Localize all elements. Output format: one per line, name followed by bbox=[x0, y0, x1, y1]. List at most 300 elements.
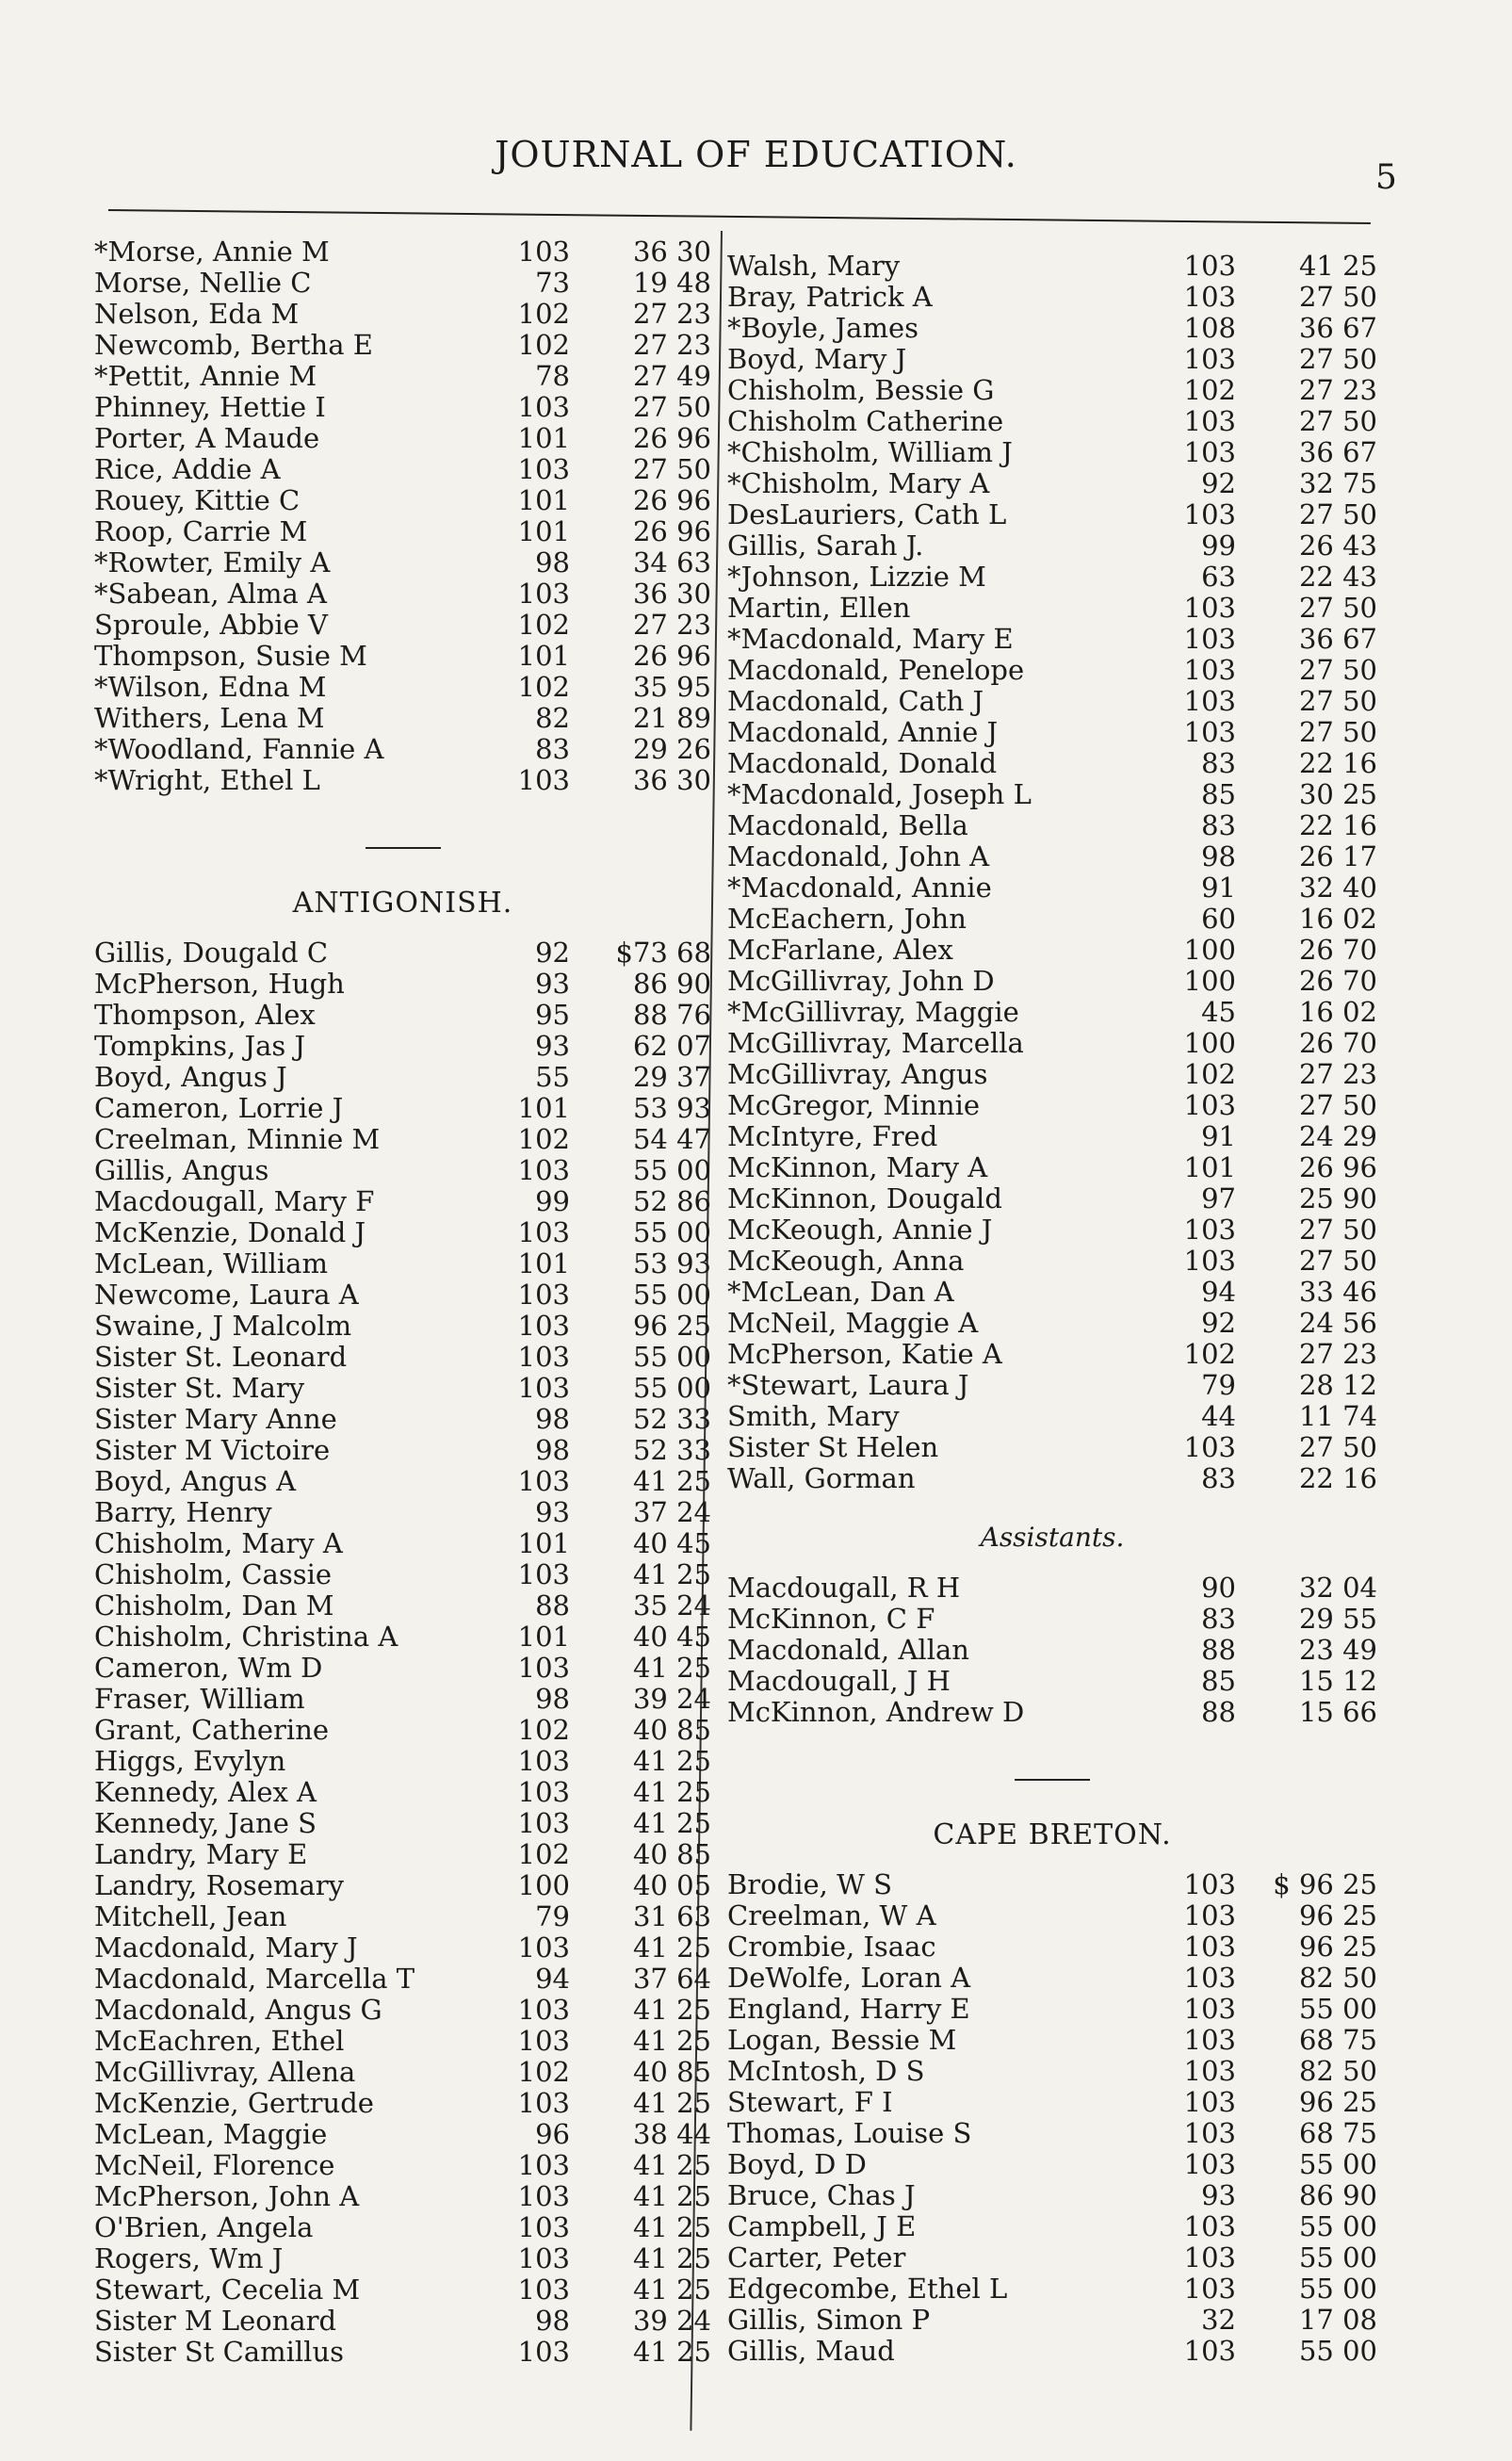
entry-amount: 40 85 bbox=[632, 1837, 711, 1870]
entry-amount: 55 00 bbox=[632, 1153, 711, 1186]
entry-amount: 28 12 bbox=[1298, 1368, 1377, 1401]
entry-days: 103 bbox=[517, 1744, 570, 1777]
entry-days: 103 bbox=[517, 1215, 570, 1248]
entry-days: 99 bbox=[535, 1184, 570, 1217]
entry-amount: 27 50 bbox=[1298, 684, 1377, 717]
entry-name: McLean, William bbox=[94, 1247, 328, 1279]
table-row bbox=[727, 1120, 1377, 1151]
table-row bbox=[94, 999, 711, 1030]
entry-amount: 36 30 bbox=[632, 577, 711, 610]
entry-name: DeWolfe, Loran A bbox=[727, 1961, 971, 1994]
entry-days: 83 bbox=[535, 732, 570, 765]
entry-amount: 27 23 bbox=[632, 297, 711, 330]
entry-amount: 16 02 bbox=[1298, 902, 1377, 935]
entry-days: 93 bbox=[535, 1495, 570, 1528]
entry-days: 85 bbox=[1201, 1664, 1236, 1697]
table-row bbox=[727, 1603, 1377, 1634]
entry-amount: 96 25 bbox=[1298, 1899, 1377, 1931]
entry-days: 103 bbox=[517, 1557, 570, 1590]
entry-name: DesLauriers, Cath L bbox=[727, 497, 1007, 530]
entry-days: 103 bbox=[517, 763, 570, 796]
table-row bbox=[727, 1431, 1377, 1462]
entry-amount: 52 33 bbox=[632, 1433, 711, 1466]
table-row bbox=[727, 778, 1377, 809]
entry-amount: 22 43 bbox=[1298, 560, 1377, 593]
table-row bbox=[94, 1807, 711, 1838]
entry-amount: 22 16 bbox=[1298, 1461, 1377, 1494]
entry-amount: 32 04 bbox=[1298, 1571, 1377, 1604]
table-row bbox=[94, 1683, 711, 1714]
table-row bbox=[94, 937, 711, 968]
entry-name: Cameron, Wm D bbox=[94, 1651, 323, 1684]
entry-name: Macdonald, Angus G bbox=[94, 1993, 382, 2026]
entry-days: 103 bbox=[1183, 1213, 1236, 1246]
entry-amount: 27 23 bbox=[1298, 1337, 1377, 1370]
entry-amount: 27 49 bbox=[632, 359, 711, 392]
entry-name: Boyd, Angus J bbox=[94, 1060, 287, 1093]
table-row bbox=[727, 1089, 1377, 1120]
table-row bbox=[94, 1216, 711, 1247]
table-row bbox=[94, 1123, 711, 1154]
table-row bbox=[727, 685, 1377, 716]
table-row bbox=[94, 267, 711, 298]
entry-name: Macdonald, Donald bbox=[727, 746, 998, 779]
entry-days: 99 bbox=[1201, 529, 1236, 562]
table-row bbox=[727, 561, 1377, 592]
entry-days: 103 bbox=[1183, 1244, 1236, 1277]
entry-name: McEachren, Ethel bbox=[94, 2024, 345, 2057]
entry-amount: 55 00 bbox=[1298, 2241, 1377, 2274]
entry-amount: 26 70 bbox=[1298, 1026, 1377, 1059]
entry-name: Sister M Victoire bbox=[94, 1433, 331, 1466]
entry-amount: 41 25 bbox=[632, 2148, 711, 2181]
table-row bbox=[94, 578, 711, 609]
entry-days: 93 bbox=[535, 1029, 570, 1062]
entry-name: McGillivray, Angus bbox=[727, 1057, 988, 1090]
table-row bbox=[94, 733, 711, 764]
table-row bbox=[727, 996, 1377, 1027]
table-row bbox=[94, 1900, 711, 1931]
entry-days: 78 bbox=[535, 359, 570, 392]
entry-name: Edgecombe, Ethel L bbox=[727, 2272, 1008, 2305]
entry-amount: 40 85 bbox=[632, 2055, 711, 2088]
entry-name: McEachern, John bbox=[727, 902, 967, 935]
entry-name: McKenzie, Donald J bbox=[94, 1215, 366, 1248]
table-row bbox=[94, 2149, 711, 2180]
entry-name: Thompson, Alex bbox=[94, 998, 316, 1031]
entry-name: McKinnon, Mary A bbox=[727, 1150, 988, 1183]
entry-name: *Stewart, Laura J bbox=[727, 1368, 969, 1401]
table-row bbox=[727, 2210, 1377, 2241]
table-row bbox=[94, 1434, 711, 1465]
entry-days: 102 bbox=[1183, 373, 1236, 406]
entry-name: Thompson, Susie M bbox=[94, 639, 367, 672]
entry-amount: 86 90 bbox=[1298, 2178, 1377, 2211]
table-row bbox=[94, 671, 711, 702]
entry-days: 103 bbox=[517, 577, 570, 610]
entry-amount: 27 23 bbox=[632, 608, 711, 641]
entry-days: 103 bbox=[517, 1651, 570, 1684]
entry-amount: 27 23 bbox=[1298, 1057, 1377, 1090]
entry-amount: 16 02 bbox=[1298, 995, 1377, 1028]
entry-amount: 40 05 bbox=[632, 1868, 711, 1901]
entry-days: 92 bbox=[1201, 1306, 1236, 1339]
entry-amount: 35 24 bbox=[632, 1589, 711, 1622]
entry-name: McGillivray, Marcella bbox=[727, 1026, 1024, 1059]
entry-days: 103 bbox=[1183, 435, 1236, 468]
entry-amount: 27 23 bbox=[1298, 373, 1377, 406]
table-row bbox=[94, 1652, 711, 1683]
table-row bbox=[727, 405, 1377, 436]
entry-name: *Wilson, Edna M bbox=[94, 670, 327, 703]
table-row bbox=[727, 592, 1377, 623]
table-row bbox=[94, 1714, 711, 1745]
entry-name: Macdonald, Annie J bbox=[727, 715, 999, 748]
entry-days: 92 bbox=[535, 936, 570, 969]
entry-days: 102 bbox=[1183, 1337, 1236, 1370]
table-row bbox=[94, 1589, 711, 1621]
entry-name: Boyd, Angus A bbox=[94, 1464, 297, 1497]
entry-amount: 27 50 bbox=[1298, 1244, 1377, 1277]
table-row bbox=[94, 968, 711, 999]
page-number: 5 bbox=[1375, 158, 1397, 197]
header-rule bbox=[108, 209, 1371, 224]
entry-amount: 41 25 bbox=[632, 2086, 711, 2119]
list-antigonish-continued bbox=[727, 250, 1377, 1493]
table-row bbox=[727, 747, 1377, 778]
entry-amount: $ 96 25 bbox=[1273, 1867, 1377, 1900]
table-row bbox=[94, 1838, 711, 1869]
entry-amount: 15 12 bbox=[1298, 1664, 1377, 1697]
entry-days: 103 bbox=[1183, 1430, 1236, 1463]
entry-days: 60 bbox=[1201, 902, 1236, 935]
entry-days: 103 bbox=[1183, 249, 1236, 282]
entry-days: 102 bbox=[1183, 1057, 1236, 1090]
entry-amount: 24 56 bbox=[1298, 1306, 1377, 1339]
entry-days: 103 bbox=[517, 1806, 570, 1839]
entry-days: 103 bbox=[517, 2210, 570, 2243]
entry-amount: 27 50 bbox=[1298, 1088, 1377, 1121]
entry-days: 103 bbox=[1183, 622, 1236, 655]
entry-amount: 34 63 bbox=[632, 546, 711, 579]
list-assistants bbox=[727, 1572, 1377, 1727]
entry-days: 103 bbox=[1183, 1930, 1236, 1963]
table-row bbox=[94, 360, 711, 391]
table-row bbox=[727, 1058, 1377, 1089]
entry-days: 103 bbox=[517, 1993, 570, 2026]
table-row bbox=[727, 1027, 1377, 1058]
entry-name: Chisholm Catherine bbox=[727, 404, 1004, 437]
entry-name: Phinney, Hettie I bbox=[94, 390, 326, 423]
entry-amount: 41 25 bbox=[632, 2241, 711, 2274]
entry-days: 103 bbox=[517, 235, 570, 268]
entry-days: 101 bbox=[517, 639, 570, 672]
entry-days: 103 bbox=[1183, 280, 1236, 313]
table-row bbox=[727, 1276, 1377, 1307]
entry-name: Tompkins, Jas J bbox=[94, 1029, 306, 1062]
entry-days: 103 bbox=[517, 1464, 570, 1497]
entry-days: 101 bbox=[1183, 1150, 1236, 1183]
entry-amount: 41 25 bbox=[632, 1464, 711, 1497]
entry-amount: 26 70 bbox=[1298, 933, 1377, 966]
entry-amount: 27 50 bbox=[632, 390, 711, 423]
entry-days: 103 bbox=[1183, 2116, 1236, 2149]
entry-name: Bruce, Chas J bbox=[727, 2178, 916, 2211]
entry-name: McPherson, John A bbox=[94, 2179, 360, 2212]
section-separator bbox=[366, 847, 441, 849]
entry-days: 82 bbox=[535, 701, 570, 734]
entry-name: Gillis, Simon P bbox=[727, 2303, 931, 2336]
entry-amount: 19 48 bbox=[632, 266, 711, 299]
entry-days: 45 bbox=[1201, 995, 1236, 1028]
entry-name: Chisholm, Dan M bbox=[94, 1589, 334, 1622]
entry-days: 102 bbox=[517, 670, 570, 703]
table-row bbox=[94, 1403, 711, 1434]
entry-amount: 68 75 bbox=[1298, 2116, 1377, 2149]
entry-days: 103 bbox=[1183, 2241, 1236, 2274]
entry-name: *Pettit, Annie M bbox=[94, 359, 317, 392]
entry-days: 102 bbox=[517, 1122, 570, 1155]
entry-amount: 27 50 bbox=[632, 452, 711, 485]
entry-name: Macdonald, Allan bbox=[727, 1633, 969, 1666]
table-row bbox=[727, 623, 1377, 654]
table-row bbox=[94, 1310, 711, 1341]
entry-name: *Macdonald, Annie bbox=[727, 871, 992, 904]
entry-name: Thomas, Louise S bbox=[727, 2116, 972, 2149]
entry-name: Chisholm, Christina A bbox=[94, 1620, 398, 1653]
entry-amount: 41 25 bbox=[632, 2024, 711, 2057]
table-row bbox=[94, 2242, 711, 2274]
entry-amount: 21 89 bbox=[632, 701, 711, 734]
entry-name: *McLean, Dan A bbox=[727, 1275, 954, 1308]
entry-name: Kennedy, Jane S bbox=[94, 1806, 317, 1839]
entry-days: 85 bbox=[1201, 777, 1236, 810]
entry-name: McPherson, Hugh bbox=[94, 967, 345, 1000]
entry-days: 83 bbox=[1201, 808, 1236, 841]
entry-days: 90 bbox=[1201, 1571, 1236, 1604]
entry-amount: 26 96 bbox=[1298, 1150, 1377, 1183]
table-row bbox=[727, 1214, 1377, 1245]
entry-name: Rice, Addie A bbox=[94, 452, 281, 485]
entry-amount: 26 96 bbox=[632, 483, 711, 516]
table-row bbox=[727, 1338, 1377, 1369]
entry-amount: 88 76 bbox=[632, 998, 711, 1031]
entry-name: McKenzie, Gertrude bbox=[94, 2086, 374, 2119]
table-row bbox=[727, 1634, 1377, 1665]
entry-amount: 27 50 bbox=[1298, 1213, 1377, 1246]
table-row bbox=[94, 2180, 711, 2211]
entry-amount: 41 25 bbox=[632, 2335, 711, 2368]
table-row bbox=[94, 236, 711, 267]
entry-name: Logan, Bessie M bbox=[727, 2023, 957, 2056]
table-row bbox=[727, 965, 1377, 996]
entry-name: Macdougall, J H bbox=[727, 1664, 951, 1697]
entry-name: Walsh, Mary bbox=[727, 249, 901, 282]
entry-name: Boyd, Mary J bbox=[727, 342, 907, 375]
entry-days: 103 bbox=[1183, 653, 1236, 686]
entry-days: 100 bbox=[1183, 964, 1236, 997]
entry-days: 96 bbox=[535, 2117, 570, 2150]
entry-days: 102 bbox=[517, 608, 570, 641]
entry-days: 55 bbox=[535, 1060, 570, 1093]
entry-name: *Chisholm, William J bbox=[727, 435, 1013, 468]
table-row bbox=[94, 1185, 711, 1216]
entry-name: Macdonald, John A bbox=[727, 839, 990, 872]
section-separator bbox=[1015, 1779, 1090, 1781]
entry-name: McGillivray, John D bbox=[727, 964, 995, 997]
table-row bbox=[94, 1963, 711, 1994]
entry-days: 108 bbox=[1183, 311, 1236, 344]
entry-amount: 33 46 bbox=[1298, 1275, 1377, 1308]
table-row bbox=[727, 436, 1377, 467]
entry-days: 102 bbox=[517, 328, 570, 361]
entry-days: 100 bbox=[1183, 933, 1236, 966]
entry-amount: 40 45 bbox=[632, 1526, 711, 1559]
entry-amount: 24 29 bbox=[1298, 1119, 1377, 1152]
entry-amount: 26 17 bbox=[1298, 839, 1377, 872]
entry-amount: 41 25 bbox=[632, 1651, 711, 1684]
entry-days: 103 bbox=[517, 1309, 570, 1342]
entry-name: McKinnon, Dougald bbox=[727, 1182, 1002, 1214]
entry-name: Campbell, J E bbox=[727, 2209, 917, 2242]
table-row bbox=[94, 298, 711, 329]
table-row bbox=[727, 1151, 1377, 1182]
entry-name: Barry, Henry bbox=[94, 1495, 272, 1528]
entry-name: Crombie, Isaac bbox=[727, 1930, 936, 1963]
entry-name: McKinnon, C F bbox=[727, 1602, 935, 1635]
entry-name: Smith, Mary bbox=[727, 1399, 900, 1432]
entry-name: McPherson, Katie A bbox=[727, 1337, 1002, 1370]
entry-days: 100 bbox=[517, 1868, 570, 1901]
entry-amount: 53 93 bbox=[632, 1091, 711, 1124]
entry-days: 103 bbox=[1183, 1088, 1236, 1121]
table-row bbox=[94, 1869, 711, 1900]
table-row bbox=[94, 1745, 711, 1776]
entry-days: 97 bbox=[1201, 1182, 1236, 1214]
entry-name: Gillis, Dougald C bbox=[94, 936, 329, 969]
entry-days: 88 bbox=[535, 1589, 570, 1622]
entry-amount: 27 50 bbox=[1298, 591, 1377, 624]
entry-amount: 55 00 bbox=[632, 1340, 711, 1373]
entry-name: Gillis, Angus bbox=[94, 1153, 269, 1186]
entry-days: 103 bbox=[1183, 2085, 1236, 2118]
entry-days: 91 bbox=[1201, 871, 1236, 904]
entry-name: Newcomb, Bertha E bbox=[94, 328, 373, 361]
entry-amount: 22 16 bbox=[1298, 746, 1377, 779]
entry-name: *Johnson, Lizzie M bbox=[727, 560, 986, 593]
table-row bbox=[727, 2117, 1377, 2148]
entry-days: 103 bbox=[517, 2179, 570, 2212]
table-row bbox=[94, 391, 711, 422]
table-row bbox=[727, 934, 1377, 965]
entry-days: 102 bbox=[517, 1837, 570, 1870]
entry-name: Higgs, Evylyn bbox=[94, 1744, 286, 1777]
table-row bbox=[727, 498, 1377, 530]
entry-name: Nelson, Eda M bbox=[94, 297, 300, 330]
entry-amount: 36 30 bbox=[632, 763, 711, 796]
entry-amount: 29 26 bbox=[632, 732, 711, 765]
entry-days: 83 bbox=[1201, 1602, 1236, 1635]
entry-amount: 41 25 bbox=[1298, 249, 1377, 282]
entry-amount: 55 00 bbox=[632, 1371, 711, 1404]
entry-name: Sister St Helen bbox=[727, 1430, 939, 1463]
entry-amount: 41 25 bbox=[632, 1806, 711, 1839]
entry-amount: 55 00 bbox=[632, 1278, 711, 1311]
table-row bbox=[94, 1154, 711, 1185]
entry-name: *Chisholm, Mary A bbox=[727, 466, 990, 499]
entry-amount: 82 50 bbox=[1298, 1961, 1377, 1994]
table-row bbox=[94, 2305, 711, 2336]
entry-name: *McGillivray, Maggie bbox=[727, 995, 1019, 1028]
entry-name: Swaine, J Malcolm bbox=[94, 1309, 352, 1342]
entry-amount: 55 00 bbox=[1298, 2334, 1377, 2367]
entry-days: 103 bbox=[1183, 404, 1236, 437]
table-row bbox=[94, 329, 711, 360]
entry-name: Chisholm, Cassie bbox=[94, 1557, 333, 1590]
entry-name: Withers, Lena M bbox=[94, 701, 325, 734]
entry-name: McNeil, Maggie A bbox=[727, 1306, 979, 1339]
entry-days: 103 bbox=[517, 2024, 570, 2057]
list-antigonish bbox=[94, 937, 711, 2367]
entry-amount: 54 47 bbox=[632, 1122, 711, 1155]
entry-days: 98 bbox=[535, 1433, 570, 1466]
entry-name: *Rowter, Emily A bbox=[94, 546, 331, 579]
table-row bbox=[94, 640, 711, 671]
entry-amount: 96 25 bbox=[1298, 2085, 1377, 2118]
entry-amount: 68 75 bbox=[1298, 2023, 1377, 2056]
entry-amount: 31 63 bbox=[632, 1899, 711, 1932]
table-row bbox=[94, 2211, 711, 2242]
entry-name: Landry, Mary E bbox=[94, 1837, 308, 1870]
table-row bbox=[94, 453, 711, 484]
entry-name: Bray, Patrick A bbox=[727, 280, 933, 313]
entry-name: *Wright, Ethel L bbox=[94, 763, 320, 796]
entry-name: McFarlane, Alex bbox=[727, 933, 953, 966]
entry-name: Chisholm, Mary A bbox=[94, 1526, 343, 1559]
entry-amount: 40 85 bbox=[632, 1713, 711, 1746]
table-row bbox=[94, 515, 711, 546]
entry-days: 103 bbox=[517, 1371, 570, 1404]
entry-days: 98 bbox=[535, 546, 570, 579]
entry-name: McIntyre, Fred bbox=[727, 1119, 938, 1152]
table-row bbox=[727, 1182, 1377, 1214]
entry-days: 95 bbox=[535, 998, 570, 1031]
entry-days: 88 bbox=[1201, 1695, 1236, 1728]
table-row bbox=[727, 1400, 1377, 1431]
entry-days: 98 bbox=[535, 2304, 570, 2337]
table-row bbox=[727, 1931, 1377, 1962]
entry-name: Macdonald, Cath J bbox=[727, 684, 984, 717]
entry-days: 103 bbox=[1183, 1899, 1236, 1931]
table-row bbox=[94, 1931, 711, 1963]
entry-days: 102 bbox=[517, 1713, 570, 1746]
entry-name: *Woodland, Fannie A bbox=[94, 732, 384, 765]
table-row bbox=[94, 1030, 711, 1061]
entry-name: Landry, Rosemary bbox=[94, 1868, 344, 1901]
entry-amount: 32 40 bbox=[1298, 871, 1377, 904]
section-title-antigonish: ANTIGONISH. bbox=[292, 887, 513, 920]
entry-amount: 40 45 bbox=[632, 1620, 711, 1653]
table-row bbox=[727, 654, 1377, 685]
entry-amount: 27 50 bbox=[1298, 653, 1377, 686]
entry-days: 98 bbox=[535, 1402, 570, 1435]
entry-name: Carter, Peter bbox=[727, 2241, 906, 2274]
table-row bbox=[727, 1868, 1377, 1899]
entry-amount: $73 68 bbox=[615, 936, 711, 969]
entry-amount: 55 00 bbox=[1298, 2272, 1377, 2305]
table-row bbox=[94, 1621, 711, 1652]
entry-days: 103 bbox=[1183, 497, 1236, 530]
